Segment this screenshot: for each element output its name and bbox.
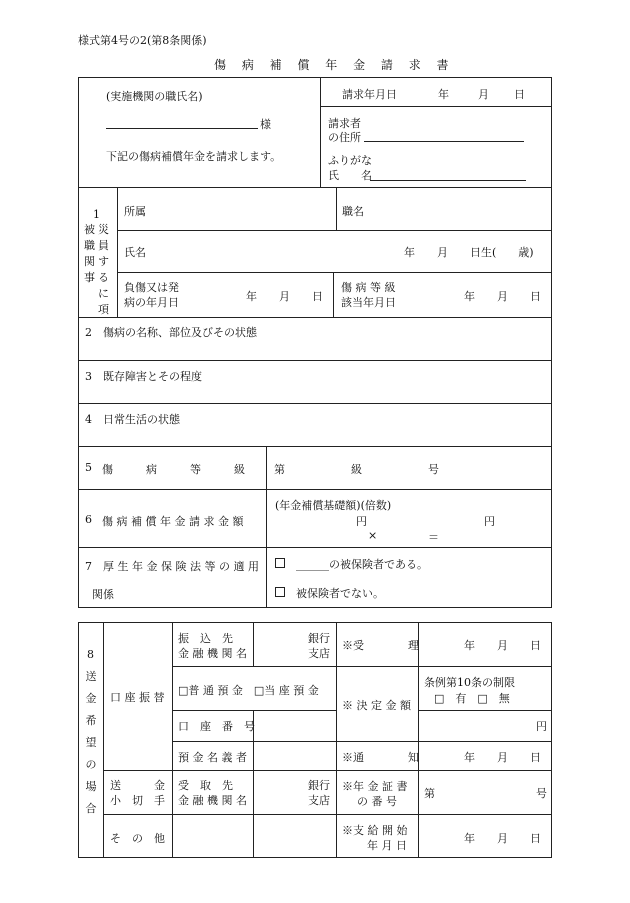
branch-label-2: 支店	[308, 794, 330, 807]
injury-date-label: 負傷又は発	[124, 281, 179, 294]
certificate-dai: 第	[424, 787, 435, 800]
daily-life-label: 4 日常生活の状態	[85, 413, 180, 426]
injury-date-label-2: 病の年月日	[124, 296, 179, 309]
equals-sign: ＝	[428, 531, 439, 544]
year-label: 年	[438, 88, 449, 101]
insured-option: ______の被保険者である。	[296, 558, 428, 571]
bank-label-2: 銀行	[308, 779, 330, 792]
address-line[interactable]	[364, 141, 524, 142]
sama-label: 様	[260, 118, 271, 131]
section1-title-col1: 被職関事	[84, 223, 95, 284]
account-transfer-label: 口 座 振 替	[110, 691, 165, 704]
form-number: 様式第4号の2(第8条関係)	[78, 34, 207, 47]
section8-number: 8	[87, 648, 94, 661]
start-ymd: 年 月 日	[464, 832, 541, 845]
not-insured-option: 被保険者でない。	[296, 587, 384, 600]
pension-amount-label: 傷 病 補 償 年 金 請 求 金 額	[102, 515, 244, 528]
staff-name-label: 氏名	[124, 246, 146, 259]
decision-yen: 円	[536, 720, 547, 733]
start-date-label: ※支 給 開 始	[342, 824, 408, 837]
notice-label: ※通 知	[342, 751, 419, 764]
section1-number: 1	[93, 208, 100, 221]
section8-title: 送金希望の場合	[85, 670, 97, 815]
pension-basis-note: (年金補償基礎額)(倍数)	[275, 499, 392, 512]
bank-label: 銀行	[308, 632, 330, 645]
injury-grade-label: 傷 病 等 級	[102, 463, 245, 476]
notice-ymd: 年 月 日	[464, 751, 541, 764]
receipt-label: ※受 理	[342, 639, 419, 652]
section1-title-col2: 災員するに項	[98, 223, 109, 316]
row6-number: 6	[85, 513, 92, 526]
agency-name-line[interactable]	[106, 128, 258, 129]
times-sign: ×	[368, 529, 378, 542]
name-label: 氏 名	[328, 169, 372, 182]
request-text: 下記の傷病補償年金を請求します。	[106, 150, 282, 163]
injury-grade-value: 第 級 号	[274, 463, 439, 476]
address-label-2: の住所	[328, 131, 361, 144]
injury-date-ymd: 年 月 日	[246, 290, 323, 303]
certificate-label-2: の 番 号	[357, 795, 397, 808]
affiliation-label: 所属	[124, 205, 146, 218]
grade-date-label: 傷 病 等 級	[341, 281, 396, 294]
month-label: 月	[478, 88, 489, 101]
yen-label-1: 円	[356, 515, 367, 528]
existing-disability-label: 3 既存障害とその程度	[85, 370, 202, 383]
injury-condition-label: 2 傷病の名称、部位及びその状態	[85, 326, 257, 339]
yen-label-2: 円	[484, 515, 495, 528]
day-label: 日	[514, 88, 525, 101]
postal-order-label: 送 金	[110, 779, 165, 792]
other-label: そ の 他	[110, 832, 165, 845]
request-date-label: 請求年月日	[342, 88, 397, 101]
address-label: 請求者	[328, 117, 361, 130]
branch-label: 支店	[308, 647, 330, 660]
recipient-bank-label: 受 取 先	[178, 779, 233, 792]
pension-law-label: 7 厚 生 年 金 保 険 法 等 の 適 用	[85, 560, 259, 573]
payee-bank-label: 振 込 先	[178, 632, 233, 645]
start-date-label-2: 年 月 日	[367, 839, 407, 852]
furigana-label: ふりがな	[328, 154, 372, 167]
postal-order-label-2: 小 切 手	[110, 794, 165, 807]
receipt-ymd: 年 月 日	[464, 639, 541, 652]
pension-law-label-2: 関係	[92, 588, 114, 601]
account-number-label: 口 座 番 号	[178, 720, 255, 733]
grade-date-ymd: 年 月 日	[464, 290, 541, 303]
insured-checkbox[interactable]	[275, 558, 285, 568]
not-insured-checkbox[interactable]	[275, 587, 285, 597]
recipient-bank-label-2: 金 融 機 関 名	[178, 794, 247, 807]
limit-options[interactable]: □ 有 □ 無	[434, 692, 510, 705]
form-title: 傷 病 補 償 年 金 請 求 書	[214, 58, 455, 72]
agency-label: (実施機関の職氏名)	[106, 90, 203, 103]
certificate-go: 号	[536, 787, 547, 800]
deposit-type-options[interactable]: □普 通 預 金 □当 座 預 金	[178, 684, 319, 697]
position-label: 職名	[342, 205, 364, 218]
limit-title: 条例第10条の制限	[424, 676, 515, 689]
row5-number: 5	[85, 461, 92, 474]
grade-date-label-2: 該当年月日	[341, 296, 396, 309]
name-line[interactable]	[370, 180, 526, 181]
birth-date-label: 年 月 日生( 歳)	[404, 246, 534, 259]
payee-bank-label-2: 金 融 機 関 名	[178, 647, 247, 660]
certificate-label: ※年 金 証 書	[342, 780, 408, 793]
decision-amount-label: ※ 決 定 金 額	[342, 699, 411, 712]
account-holder-label: 預 金 名 義 者	[178, 751, 247, 764]
